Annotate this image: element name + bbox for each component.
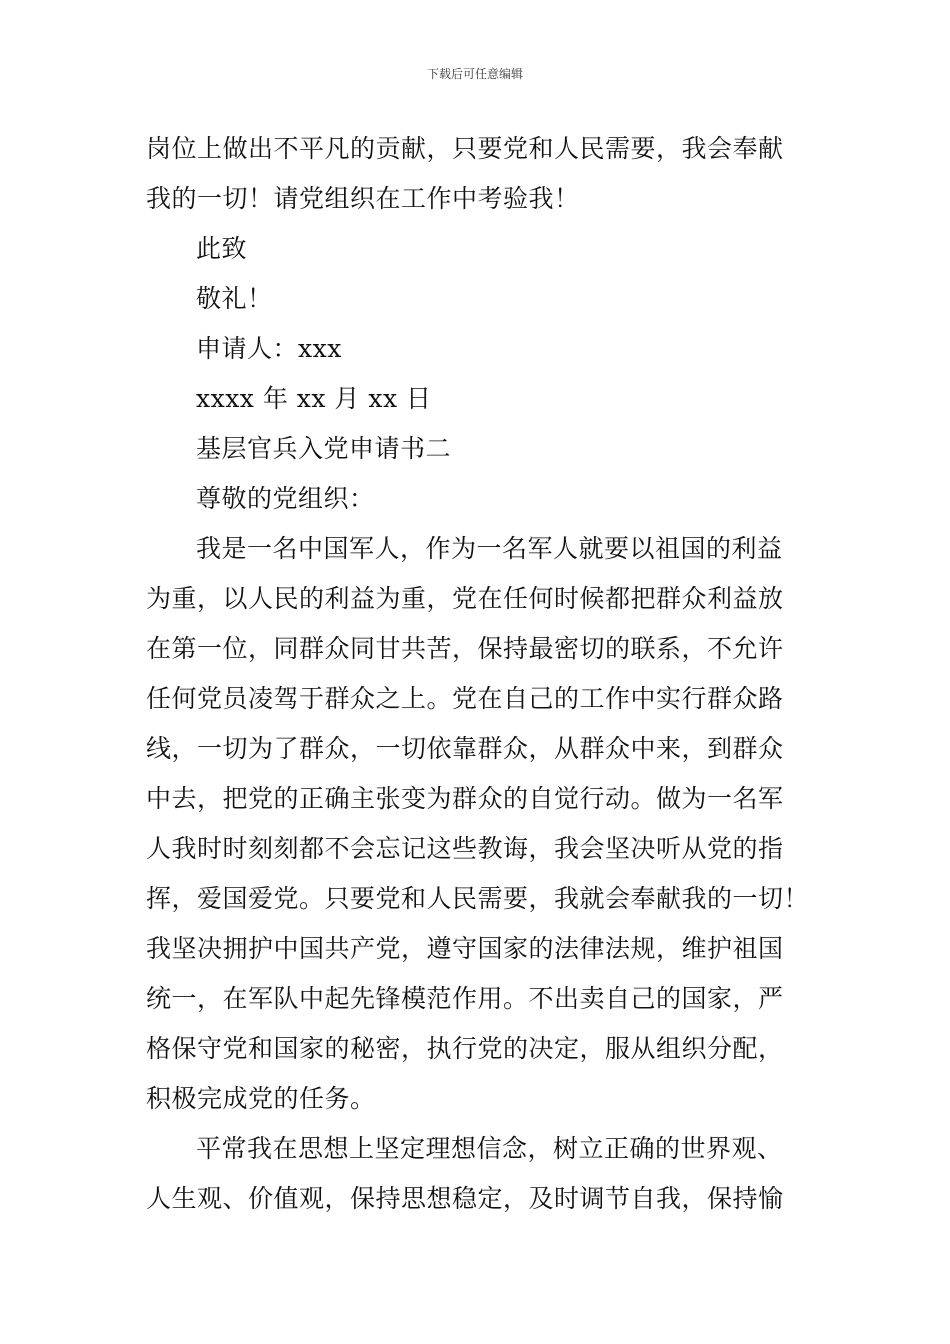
body-line: 人我时时刻刻都不会忘记这些教诲，我会坚决听从党的指 xyxy=(146,834,784,863)
header-note: 下载后可任意编辑 xyxy=(426,67,523,81)
body-line: 我的一切！请党组织在工作中考验我！ xyxy=(146,184,580,213)
body-line: 挥，爱国爱党。只要党和人民需要，我就会奉献我的一切！ xyxy=(146,884,810,913)
body-line: 在第一位，同群众同甘共苦，保持最密切的联系，不允许 xyxy=(146,634,784,663)
body-line: 我坚决拥护中国共产党，遵守国家的法律法规，维护祖国 xyxy=(146,934,784,963)
body-line: 格保守党和国家的秘密，执行党的决定，服从组织分配， xyxy=(146,1034,784,1063)
applicant-line: 申请人：xxx xyxy=(196,334,342,363)
body-line: 任何党员凌驾于群众之上。党在自己的工作中实行群众路 xyxy=(146,684,784,713)
body-line: 我是一名中国军人，作为一名军人就要以祖国的利益 xyxy=(196,534,783,563)
body-line: 岗位上做出不平凡的贡献，只要党和人民需要，我会奉献 xyxy=(146,134,784,163)
body-line: 为重，以人民的利益为重，党在任何时候都把群众利益放 xyxy=(146,584,784,613)
body-line: 人生观、价值观，保持思想稳定，及时调节自我，保持愉 xyxy=(146,1184,784,1213)
closing-salutation: 此致 xyxy=(196,234,248,263)
closing-salute: 敬礼！ xyxy=(196,284,273,313)
section-title: 基层官兵入党申请书二 xyxy=(196,434,452,463)
body-line: 中去，把党的正确主张变为群众的自觉行动。做为一名军 xyxy=(146,784,784,813)
date-line: xxxx 年 xx 月 xx 日 xyxy=(196,384,432,413)
greeting-line: 尊敬的党组织： xyxy=(196,484,375,513)
body-line: 线，一切为了群众，一切依靠群众，从群众中来，到群众 xyxy=(146,734,784,763)
body-line: 统一，在军队中起先锋模范作用。不出卖自己的国家，严 xyxy=(146,984,784,1013)
body-line: 积极完成党的任务。 xyxy=(146,1084,376,1113)
body-line: 平常我在思想上坚定理想信念，树立正确的世界观、 xyxy=(196,1134,783,1163)
